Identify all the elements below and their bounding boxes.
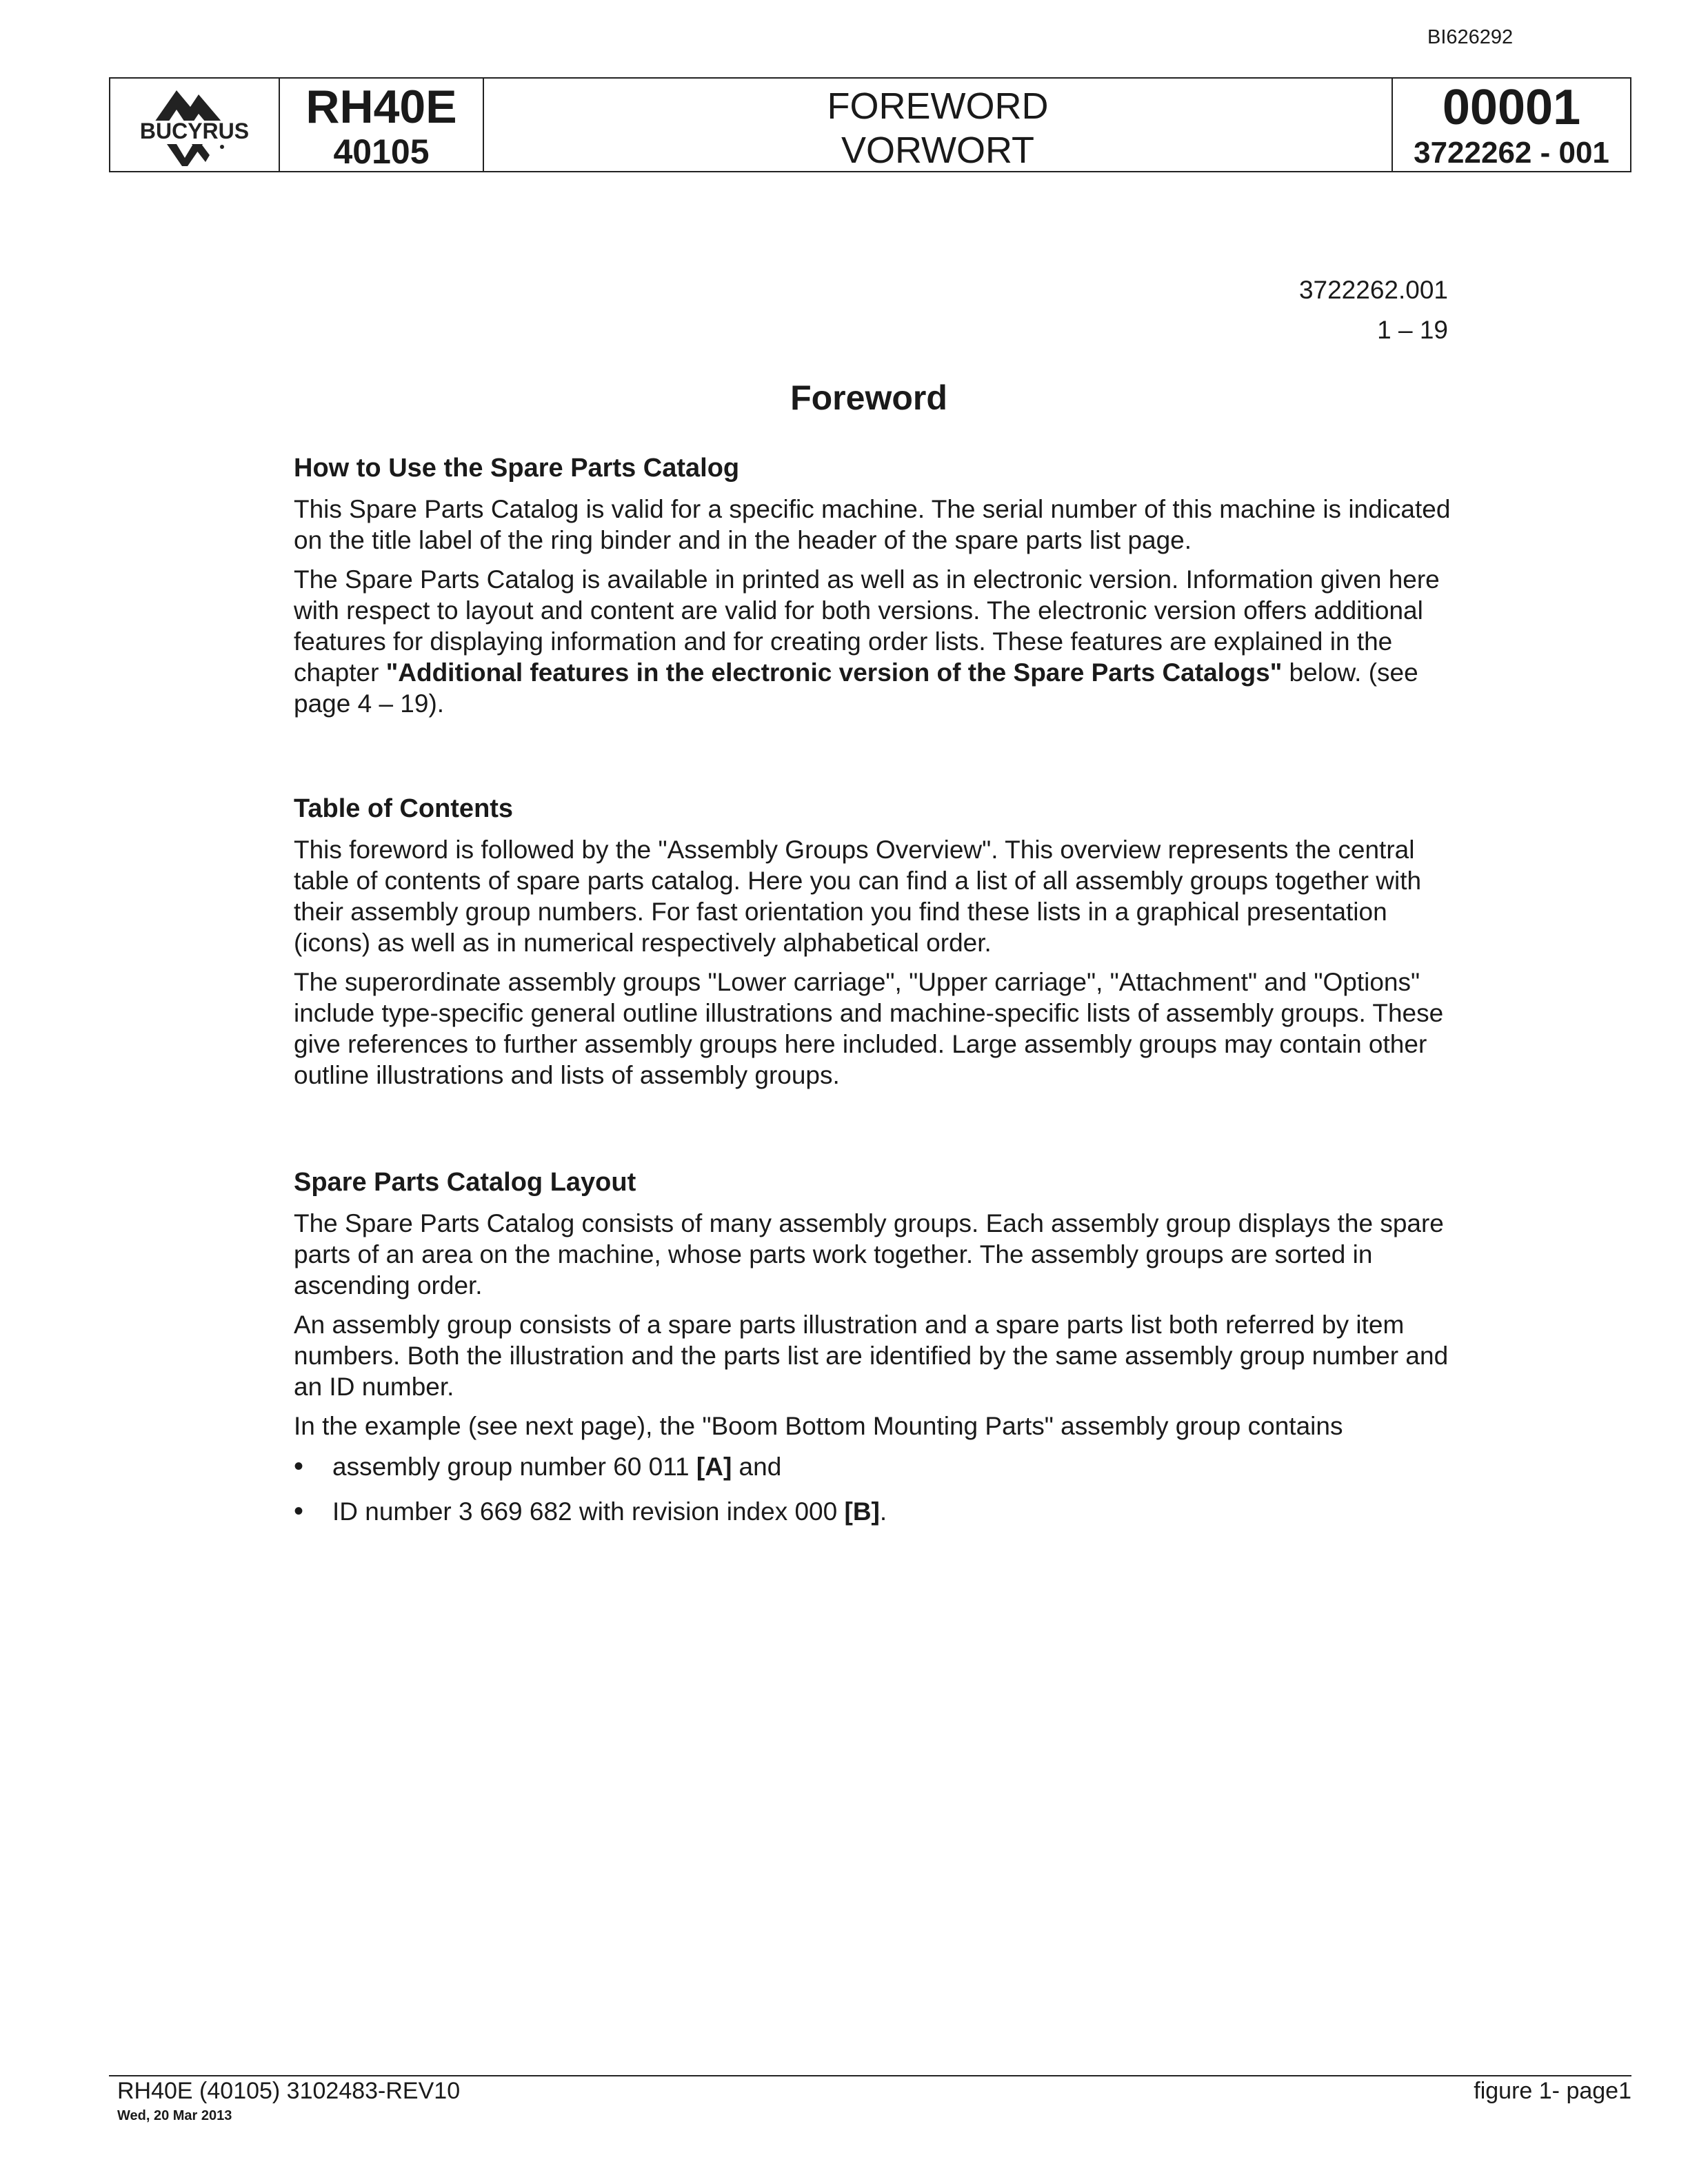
section-heading: Spare Parts Catalog Layout xyxy=(294,1168,636,1197)
list-item xyxy=(294,1496,1452,1527)
title-english: FOREWORD xyxy=(827,85,1049,127)
paragraph-text: below. (see page 4 – 19). xyxy=(294,658,1418,718)
title-cell xyxy=(484,79,1393,171)
list-item-text: and xyxy=(732,1453,782,1481)
list-item xyxy=(294,1451,1452,1482)
section-heading: Table of Contents xyxy=(294,794,514,823)
footer-divider xyxy=(109,2075,1631,2076)
section-how-to-use xyxy=(294,452,1452,727)
bullet-list xyxy=(294,1451,1452,1527)
paragraph-text: The Spare Parts Catalog is available in printed as well as in electronic version. Information given here with respect to layout and content are valid for both versions. The electronic version offers additional features for displaying information and for creating order lists. These features are explained in the chapter xyxy=(294,565,1440,687)
paragraph: In the example (see next page), the "Boom Bottom Mounting Parts" assembly group contains xyxy=(294,1412,1343,1440)
part-number: 3722262 - 001 xyxy=(1414,136,1609,170)
bucyrus-logo xyxy=(110,79,280,171)
footer-document-ref: RH40E (40105) 3102483-REV10 xyxy=(117,2078,461,2104)
section-catalog-layout xyxy=(294,1166,1452,1541)
document-id: BI626292 xyxy=(1427,26,1514,48)
list-item-text: assembly group number 60 011 xyxy=(332,1453,696,1481)
chapter-reference: "Additional features in the electronic version of the Spare Parts Catalogs" xyxy=(385,658,1283,687)
logo-wordmark: BUCYRUS xyxy=(139,119,250,143)
page-ref-page: 1 – 19 xyxy=(1377,316,1448,344)
paragraph xyxy=(294,564,1452,719)
paragraph: The superordinate assembly groups "Lower carriage", "Upper carriage", "Attachment" and "Options" include type-specific general outline illustrations and machine-specific lists of assembly groups. These give references to further assembly groups here included. Large assembly groups may contain other outline illustrations and lists of assembly groups. xyxy=(294,968,1444,1089)
code-cell xyxy=(1393,79,1630,171)
model-cell xyxy=(280,79,484,171)
section-heading: How to Use the Spare Parts Catalog xyxy=(294,454,740,483)
page-title: Foreword xyxy=(790,378,947,417)
title-german: VORWORT xyxy=(841,130,1035,171)
paragraph: The Spare Parts Catalog consists of many assembly groups. Each assembly group displays the spare parts of an area on the machine, whose parts work together. The assembly groups are sorted in ascending order. xyxy=(294,1209,1444,1300)
bucyrus-logo-icon xyxy=(119,81,270,169)
page-ref-doc: 3722262.001 xyxy=(1298,276,1448,304)
header-table xyxy=(109,77,1631,172)
model-name: RH40E xyxy=(305,81,457,133)
list-item-text: . xyxy=(879,1497,887,1526)
footer-page-ref: figure 1- page1 xyxy=(1474,2078,1631,2104)
paragraph: An assembly group consists of a spare parts illustration and a spare parts list both referred by item numbers. Both the illustration and the parts list are identified by the same assembly group number and an ID number. xyxy=(294,1311,1449,1401)
section-table-of-contents xyxy=(294,793,1452,1099)
paragraph: This Spare Parts Catalog is valid for a specific machine. The serial number of this machine is indicated on the title label of the ring binder and in the header of the spare parts list page. xyxy=(294,495,1451,554)
list-item-text: ID number 3 669 682 with revision index 000 xyxy=(332,1497,845,1526)
reference-marker-a: [A] xyxy=(696,1453,732,1481)
model-number: 40105 xyxy=(333,132,430,171)
group-code: 00001 xyxy=(1442,80,1581,135)
footer-date: Wed, 20 Mar 2013 xyxy=(117,2108,232,2123)
reference-marker-b: [B] xyxy=(844,1497,880,1526)
paragraph: This foreword is followed by the "Assembly Groups Overview". This overview represents the central table of contents of spare parts catalog. Here you can find a list of all assembly groups together with their assembly group numbers. For fast orientation you find these lists in a graphical presentation (icons) as well as in numerical respectively alphabetical order. xyxy=(294,836,1422,957)
